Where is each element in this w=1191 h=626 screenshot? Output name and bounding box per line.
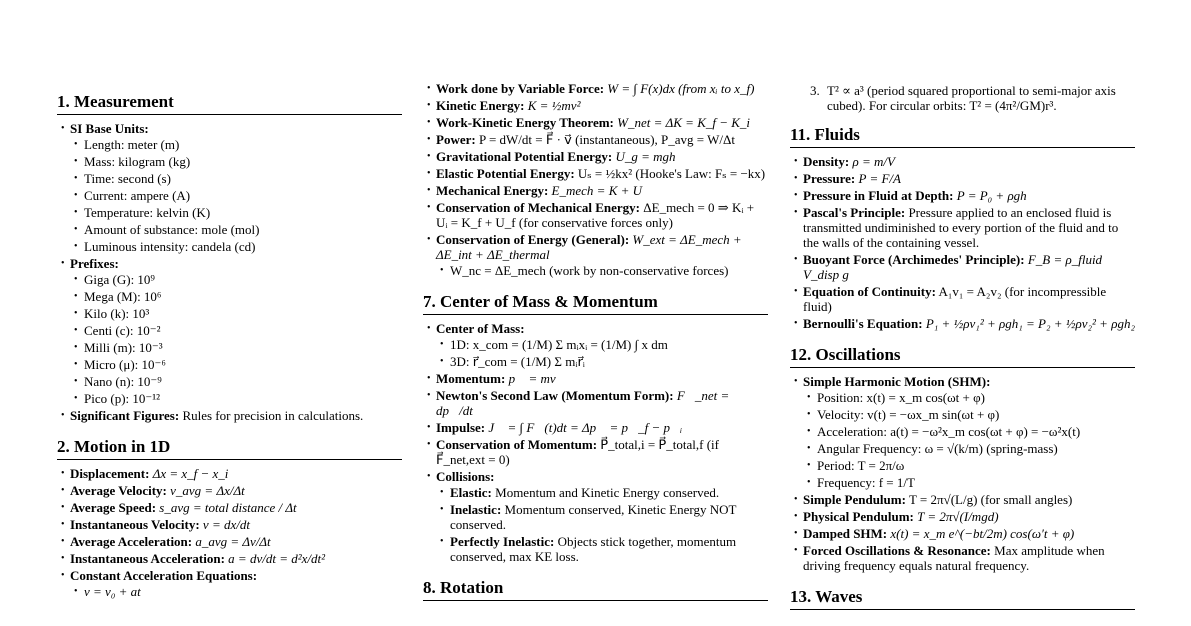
item-label: Collisions: [436,469,495,484]
section-title-center-of-mass: 7. Center of Mass & Momentum [423,292,768,315]
item-label: Perfectly Inelastic: [450,534,555,549]
item-label: Instantaneous Acceleration: [70,551,225,566]
list-item: • Mass: kilogram (kg) [70,154,402,169]
item-formula: W = ∫ F(x)dx (from xᵢ to x_f) [607,81,755,96]
item-label: Damped SHM: [803,526,888,541]
list-item [790,205,1135,250]
list-item [423,437,768,467]
item-formula: W_net = ΔK = K_f − K_i [617,115,751,130]
item-text: T² ∝ a³ (period squared proportional to semi-major axis cubed). For circular orbits: T² = (4π²/GM)r³. [827,83,1116,113]
list-item [57,408,402,423]
list-item [790,171,1135,186]
item-text: Momentum conserved, Kinetic Energy NOT conserved. [450,502,737,532]
item-label: Elastic Potential Energy: [436,166,575,181]
item-label: Pressure: [803,171,856,186]
measurement-list [57,121,402,423]
item-label: Average Velocity: [70,483,167,498]
list-item [423,420,768,435]
list-item [423,321,768,369]
list-item [423,98,768,113]
list-item: • 1D: x_com = (1/M) Σ mᵢxᵢ = (1/M) ∫ x dm [436,337,768,352]
item-formula: Δx = x_f − x_i [152,466,229,481]
item-label: Physical Pendulum: [803,509,914,524]
list-item [57,121,402,254]
item-formula: v_avg = Δx/Δt [170,483,245,498]
list-item: • Angular Frequency: ω = √(k/m) (spring-mass) [803,441,1135,456]
list-item [436,502,768,532]
list-item [790,526,1135,541]
list-item: • Velocity: v(t) = −ωx_m sin(ωt + φ) [803,407,1135,422]
section-title-waves: 13. Waves [790,587,1135,610]
list-item: • Acceleration: a(t) = −ω²x_m cos(ωt + φ) = −ω²x(t) [803,424,1135,439]
list-item: • Micro (μ): 10⁻⁶ [70,357,402,372]
item-formula: s_avg = total distance / Δt [159,500,297,515]
list-item: • Period: T = 2π/ω [803,458,1135,473]
list-item: • Giga (G): 10⁹ [70,272,402,287]
item-label: Work done by Variable Force: [436,81,605,96]
item-formula: p⃗ = mv⃗ [508,371,566,386]
item-formula: J⃗ = ∫ F⃗(t)dt = Δp⃗ = p⃗_f − p⃗ᵢ [488,420,683,435]
list-item: • Nano (n): 10⁻⁹ [70,374,402,389]
item-label: Kinetic Energy: [436,98,525,113]
list-item [790,316,1135,331]
list-item [423,371,768,386]
list-item: • W_nc = ΔE_mech (work by non-conservative forces) [436,263,768,278]
item-label: Conservation of Energy (General): [436,232,630,247]
item-formula: F⃗_net = dp⃗/dt [436,388,730,418]
list-item [70,584,402,599]
const-accel-sublist [70,584,402,599]
item-formula: K = ½mv² [527,98,581,113]
list-item [790,154,1135,169]
list-item [423,149,768,164]
shm-sublist [803,390,1135,490]
item-label: Buoyant Force (Archimedes' Principle): [803,252,1025,267]
item-formula: T = 2π√(I/mgd) [917,509,999,524]
item-text: Max amplitude when driving frequency equals natural frequency. [803,543,1105,573]
energy-continued-list [423,81,768,278]
item-label: Displacement: [70,466,150,481]
list-item [423,115,768,130]
list-item [436,485,768,500]
item-label: Simple Pendulum: [803,492,906,507]
item-label: SI Base Units: [70,121,149,136]
item-label: Newton's Second Law (Momentum Form): [436,388,674,403]
list-item: • Position: x(t) = x_m cos(ωt + φ) [803,390,1135,405]
item-formula: v = dx/dt [202,517,250,532]
item-formula: P = dW/dt = F⃗ · v⃗ (instantaneous), P_avg = W/Δt [478,132,735,147]
item-formula: ΔE_mech = 0 ⇒ Kᵢ + Uᵢ = K_f + U_f (for conservative forces only) [436,200,755,230]
list-item [57,568,402,599]
item-formula: x(t) = x_m e^(−bt/2m) cos(ω′t + φ) [890,526,1075,541]
item-label: Work-Kinetic Energy Theorem: [436,115,614,130]
list-item: • Milli (m): 10⁻³ [70,340,402,355]
list-item [423,388,768,418]
list-item: • Temperature: kelvin (K) [70,205,402,220]
list-item [57,500,402,515]
list-item [790,492,1135,507]
list-item [790,188,1135,203]
item-formula: W_ext = ΔE_mech + ΔE_int + ΔE_thermal [436,232,742,262]
item-label: Average Acceleration: [70,534,193,549]
item-label: Inelastic: [450,502,502,517]
item-formula: E_mech = K + U [551,183,643,198]
list-item: • Frequency: f = 1/T [803,475,1135,490]
list-item [436,534,768,564]
item-label: Mechanical Energy: [436,183,549,198]
item-label: Power: [436,132,476,147]
item-formula: a_avg = Δv/Δt [195,534,271,549]
list-item [57,256,402,406]
list-item: • 3D: r⃗_com = (1/M) Σ mᵢr⃗ᵢ [436,354,768,369]
item-formula: F_B = ρ_fluid V_disp g [803,252,1103,282]
list-item [57,534,402,549]
item-formula: A₁v₁ = A₂v₂ (for incompressible fluid) [803,284,1107,314]
item-text: Rules for precision in calculations. [182,408,364,423]
list-item [57,551,402,566]
item-formula: P = P₀ + ρgh [956,188,1027,203]
list-item: • Time: second (s) [70,171,402,186]
item-formula: v = v₀ + at [84,584,141,599]
com-sublist [436,337,768,369]
list-item [790,543,1135,573]
item-label: Momentum: [436,371,506,386]
item-text: Momentum and Kinetic Energy conserved. [495,485,720,500]
list-item [790,284,1135,314]
item-label: Equation of Continuity: [803,284,936,299]
item-label: Pascal's Principle: [803,205,906,220]
si-units-sublist [70,137,402,254]
list-item: • Length: meter (m) [70,137,402,152]
numbered-item [790,83,1135,113]
list-item [57,517,402,532]
collisions-sublist [436,485,768,564]
item-label: Significant Figures: [70,408,180,423]
list-item: • Pico (p): 10⁻¹² [70,391,402,406]
item-number: 3. [810,83,820,98]
list-item [57,466,402,481]
oscillations-list [790,374,1135,573]
item-label: Density: [803,154,850,169]
list-item [790,374,1135,490]
item-label: Constant Acceleration Equations: [70,568,258,583]
item-formula: Uₛ = ½kx² (Hooke's Law: Fₛ = −kx) [577,166,766,181]
list-item [423,132,768,147]
section-title-fluids: 11. Fluids [790,125,1135,148]
section-title-measurement: 1. Measurement [57,92,402,115]
list-item [57,483,402,498]
list-item [423,166,768,181]
item-label: Impulse: [436,420,486,435]
item-label: Elastic: [450,485,492,500]
item-text: Pressure applied to an enclosed fluid is transmitted undiminished to every portion of the fluid and to the walls of the containing vessel. [803,205,1119,250]
list-item [423,200,768,230]
column-2 [423,80,768,607]
center-of-mass-list [423,321,768,564]
fluids-list [790,154,1135,331]
prefixes-sublist [70,272,402,406]
list-item [423,232,768,278]
list-item [423,469,768,564]
item-formula: P⃗_total,i = P⃗_total,f (if F⃗_net,ext = 0) [436,437,719,467]
item-label: Bernoulli's Equation: [803,316,923,331]
list-item: • Luminous intensity: candela (cd) [70,239,402,254]
item-label: Pressure in Fluid at Depth: [803,188,954,203]
item-label: Average Speed: [70,500,157,515]
item-formula: a = dv/dt = d²x/dt² [228,551,325,566]
list-item: • Kilo (k): 10³ [70,306,402,321]
section-title-oscillations: 12. Oscillations [790,345,1135,368]
item-label: Gravitational Potential Energy: [436,149,613,164]
item-label: Instantaneous Velocity: [70,517,200,532]
item-label: Conservation of Mechanical Energy: [436,200,641,215]
list-item: • Centi (c): 10⁻² [70,323,402,338]
column-1 [57,78,402,601]
motion-1d-list [57,466,402,599]
list-item [790,509,1135,524]
item-label: Conservation of Momentum: [436,437,598,452]
list-item [423,81,768,96]
energy-sublist [436,263,768,278]
item-label: Simple Harmonic Motion (SHM): [803,374,991,389]
list-item: • Current: ampere (A) [70,188,402,203]
item-formula: P = F/A [858,171,901,186]
column-3 [790,80,1135,616]
item-text: Objects stick together, momentum conserved, max KE loss. [450,534,737,564]
list-item [790,252,1135,282]
list-item: • Amount of substance: mole (mol) [70,222,402,237]
item-formula: P₁ + ½ρv₁² + ρgh₁ = P₂ + ½ρv₂² + ρgh₂ [925,316,1135,331]
item-formula: ρ = m/V [852,154,895,169]
item-formula: T = 2π√(L/g) (for small angles) [908,492,1073,507]
item-formula: U_g = mgh [615,149,676,164]
section-title-motion-1d: 2. Motion in 1D [57,437,402,460]
item-label: Forced Oscillations & Resonance: [803,543,991,558]
section-title-rotation: 8. Rotation [423,578,768,601]
list-item: • Mega (M): 10⁶ [70,289,402,304]
list-item [423,183,768,198]
item-label: Center of Mass: [436,321,525,336]
item-label: Prefixes: [70,256,119,271]
